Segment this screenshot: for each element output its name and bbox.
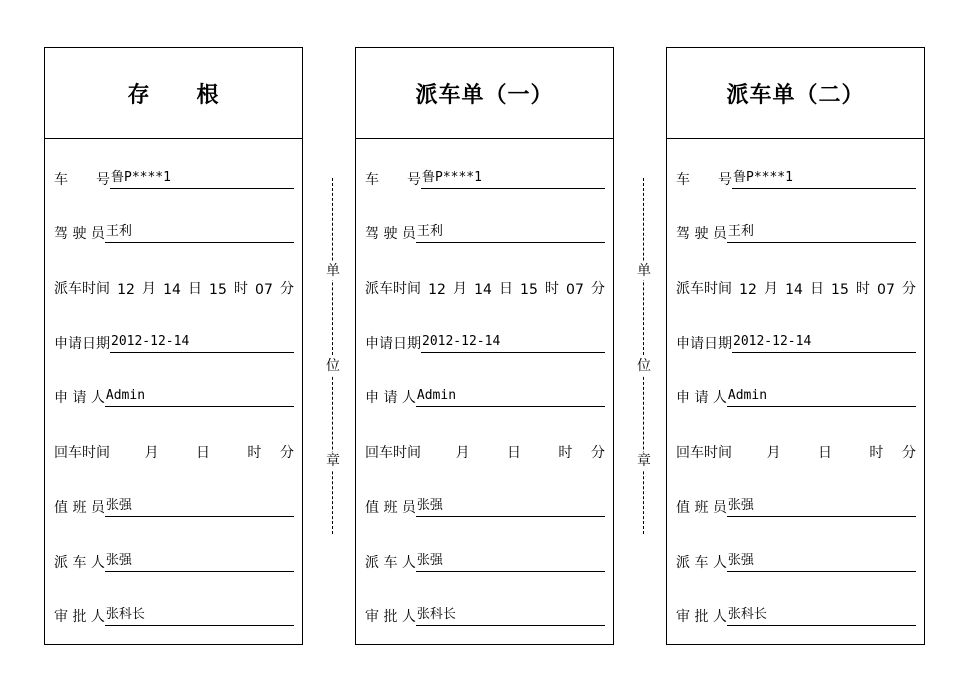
month-unit: 月	[763, 281, 778, 297]
return-month-unit[interactable]: 月	[766, 445, 781, 461]
dispatch-time-label: 派车时间	[365, 281, 421, 297]
return-day-unit[interactable]: 日	[817, 445, 832, 461]
applicant-field-label: 申 请 人	[676, 390, 727, 406]
approver-field-row	[54, 604, 294, 626]
duty-officer-field-label: 值 班 员	[54, 500, 105, 516]
minute-unit: 分	[590, 281, 605, 297]
dispatch-month[interactable]: 12	[739, 282, 757, 298]
dispatcher-field-row	[54, 550, 294, 572]
dispatcher-field[interactable]: 张强	[105, 551, 294, 572]
duty-officer-field[interactable]: 张强	[727, 496, 916, 517]
stamp-char-5: 位	[637, 358, 651, 374]
day-unit: 日	[498, 281, 513, 297]
card-title: 派车单（一）	[356, 48, 613, 139]
return-minute-unit[interactable]: 分	[902, 445, 916, 461]
dispatch-hour[interactable]: 15	[209, 282, 227, 298]
vehicle-number-field-label: 车 号	[676, 172, 732, 188]
driver-field[interactable]: 王利	[727, 222, 916, 243]
hour-unit: 时	[544, 281, 559, 297]
apply-date-field[interactable]: 2012-12-14	[732, 332, 916, 353]
minute-unit: 分	[901, 281, 916, 297]
perforation-line-2	[643, 178, 645, 534]
stamp-char-6: 章	[637, 453, 651, 469]
stamp-char-3: 章	[326, 453, 340, 469]
approver-field-row	[365, 604, 605, 626]
dispatch-time-row	[676, 276, 916, 298]
dispatcher-field-row	[365, 550, 605, 572]
approver-field[interactable]: 张科长	[727, 605, 916, 626]
driver-field-label: 驾 驶 员	[365, 226, 416, 242]
dispatch-card-two	[666, 47, 925, 645]
day-unit: 日	[187, 281, 202, 297]
vehicle-number-field-label: 车 号	[54, 172, 110, 188]
dispatcher-field-label: 派 车 人	[676, 555, 727, 571]
return-time-label: 回车时间	[54, 445, 110, 461]
card-title: 派车单（二）	[667, 48, 924, 139]
vehicle-number-field-row	[54, 167, 294, 189]
apply-date-field[interactable]: 2012-12-14	[110, 332, 294, 353]
driver-field-row	[676, 221, 916, 243]
stamp-char-2: 位	[326, 358, 340, 374]
vehicle-number-field[interactable]: 鲁P****1	[421, 168, 605, 189]
dispatch-hour[interactable]: 15	[520, 282, 538, 298]
driver-field-label: 驾 驶 员	[676, 226, 727, 242]
duty-officer-field-row	[54, 495, 294, 517]
duty-officer-field-label: 值 班 员	[365, 500, 416, 516]
return-minute-unit[interactable]: 分	[280, 445, 294, 461]
return-month-unit[interactable]: 月	[455, 445, 470, 461]
duty-officer-field-label: 值 班 员	[676, 500, 727, 516]
return-time-row	[365, 440, 605, 462]
dispatcher-field-label: 派 车 人	[54, 555, 105, 571]
return-time-label: 回车时间	[365, 445, 421, 461]
dispatcher-field[interactable]: 张强	[727, 551, 916, 572]
month-unit: 月	[141, 281, 156, 297]
return-hour-unit[interactable]: 时	[558, 445, 573, 461]
dispatch-card-one	[355, 47, 614, 645]
duty-officer-field-row	[365, 495, 605, 517]
return-day-unit[interactable]: 日	[506, 445, 521, 461]
dispatch-day[interactable]: 14	[785, 282, 803, 298]
apply-date-field-row	[54, 331, 294, 353]
approver-field[interactable]: 张科长	[416, 605, 605, 626]
dispatch-day[interactable]: 14	[474, 282, 492, 298]
dispatch-time-row	[365, 276, 605, 298]
approver-field-label: 审 批 人	[676, 609, 727, 625]
month-unit: 月	[452, 281, 467, 297]
applicant-field-label: 申 请 人	[54, 390, 105, 406]
dispatch-time-label: 派车时间	[54, 281, 110, 297]
perforation-line-1	[332, 178, 334, 534]
return-hour-unit[interactable]: 时	[247, 445, 262, 461]
dispatch-hour[interactable]: 15	[831, 282, 849, 298]
dispatch-minute[interactable]: 07	[255, 282, 273, 298]
driver-field-row	[365, 221, 605, 243]
return-time-row	[54, 440, 294, 462]
dispatch-minute[interactable]: 07	[566, 282, 584, 298]
approver-field-label: 审 批 人	[54, 609, 105, 625]
apply-date-field-label: 申请日期	[676, 336, 732, 352]
dispatch-month[interactable]: 12	[428, 282, 446, 298]
return-time-row	[676, 440, 916, 462]
approver-field[interactable]: 张科长	[105, 605, 294, 626]
minute-unit: 分	[279, 281, 294, 297]
return-minute-unit[interactable]: 分	[591, 445, 605, 461]
applicant-field[interactable]: Admin	[416, 386, 605, 407]
dispatch-month[interactable]: 12	[117, 282, 135, 298]
dispatch-day[interactable]: 14	[163, 282, 181, 298]
apply-date-field[interactable]: 2012-12-14	[421, 332, 605, 353]
card-title: 存 根	[45, 48, 302, 139]
driver-field[interactable]: 王利	[416, 222, 605, 243]
duty-officer-field[interactable]: 张强	[105, 496, 294, 517]
approver-field-label: 审 批 人	[365, 609, 416, 625]
applicant-field[interactable]: Admin	[727, 386, 916, 407]
applicant-field-row	[365, 385, 605, 407]
duty-officer-field-row	[676, 495, 916, 517]
hour-unit: 时	[855, 281, 870, 297]
applicant-field-row	[676, 385, 916, 407]
dispatcher-field-row	[676, 550, 916, 572]
return-day-unit[interactable]: 日	[195, 445, 210, 461]
apply-date-field-row	[365, 331, 605, 353]
stamp-char-1: 单	[326, 263, 340, 279]
return-hour-unit[interactable]: 时	[869, 445, 884, 461]
vehicle-number-field-row	[365, 167, 605, 189]
driver-field-row	[54, 221, 294, 243]
driver-field[interactable]: 王利	[105, 222, 294, 243]
stamp-char-4: 单	[637, 263, 651, 279]
day-unit: 日	[809, 281, 824, 297]
applicant-field-row	[54, 385, 294, 407]
stub-card	[44, 47, 303, 645]
vehicle-number-field[interactable]: 鲁P****1	[732, 168, 916, 189]
applicant-field[interactable]: Admin	[105, 386, 294, 407]
approver-field-row	[676, 604, 916, 626]
dispatch-minute[interactable]: 07	[877, 282, 895, 298]
vehicle-number-field-row	[676, 167, 916, 189]
vehicle-number-field[interactable]: 鲁P****1	[110, 168, 294, 189]
apply-date-field-label: 申请日期	[54, 336, 110, 352]
apply-date-field-label: 申请日期	[365, 336, 421, 352]
driver-field-label: 驾 驶 员	[54, 226, 105, 242]
dispatcher-field[interactable]: 张强	[416, 551, 605, 572]
dispatcher-field-label: 派 车 人	[365, 555, 416, 571]
duty-officer-field[interactable]: 张强	[416, 496, 605, 517]
vehicle-number-field-label: 车 号	[365, 172, 421, 188]
return-time-label: 回车时间	[676, 445, 732, 461]
return-month-unit[interactable]: 月	[144, 445, 159, 461]
dispatch-time-label: 派车时间	[676, 281, 732, 297]
applicant-field-label: 申 请 人	[365, 390, 416, 406]
hour-unit: 时	[233, 281, 248, 297]
apply-date-field-row	[676, 331, 916, 353]
dispatch-time-row	[54, 276, 294, 298]
